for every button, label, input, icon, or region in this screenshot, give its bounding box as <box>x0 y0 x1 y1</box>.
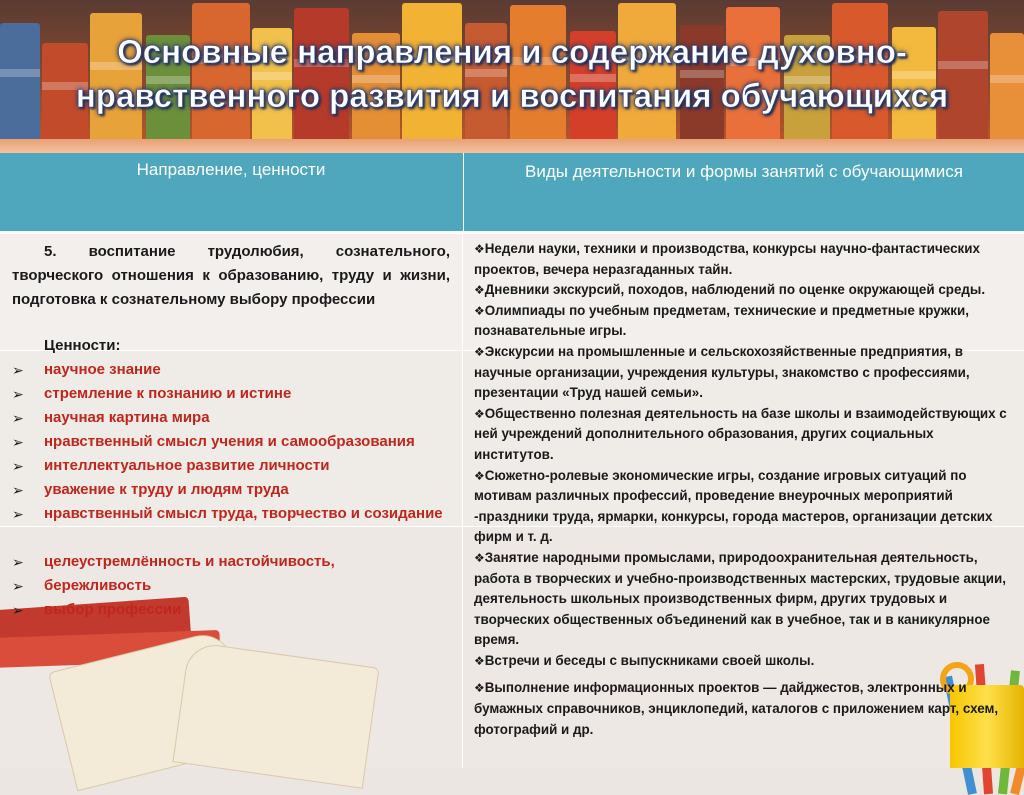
list-item: ❖Дневники экскурсий, походов, наблюдений по оценке окружающей среды. <box>474 282 986 298</box>
diamond-bullet-icon: ❖ <box>474 468 485 483</box>
diamond-bullet-icon: ❖ <box>474 283 485 298</box>
values-heading: Ценности: <box>44 337 121 354</box>
header-direction-values: Направление, ценности <box>136 160 326 179</box>
list-item: ❖Встречи и беседы с выпускниками своей школы. <box>474 652 815 668</box>
arrow-bullet-icon: ➢ <box>12 434 24 450</box>
list-item: ❖Олимпиады по учебным предметам, технические и предметные кружки, познавательные игры. <box>474 302 969 339</box>
slide-title: Основные направления и содержание духовно-нравственного развития и воспитания обучающихся <box>75 33 949 114</box>
arrow-bullet-icon: ➢ <box>12 554 24 570</box>
list-item: ❖Сюжетно-ролевые экономические игры, создание игровых ситуаций по мотивам различных профессий, проведение внеурочных мероприятий -праздники труда, ярмарки, конкурсы, города мастеров, организации детских фирм и т. д. <box>474 467 993 545</box>
list-item: ➢ бережливость <box>12 574 450 598</box>
right-column <box>474 239 1014 740</box>
list-item: ➢ нравственный смысл учения и самообразования <box>12 430 450 454</box>
diamond-bullet-icon: ❖ <box>474 344 485 359</box>
list-item: ➢ интеллектуальное развитие личности <box>12 454 450 478</box>
list-item: ❖Занятие народными промыслами, природоохранительная деятельность, работа в творческих и учебно-производственных мастерских, трудовые акции, деятельность школьных производственных фирм, других трудовых и творческих общественных объединений как в учебное, так и в каникулярное время. <box>474 549 1006 648</box>
list-item: ❖Выполнение информационных проектов — дайджестов, электронных и бумажных справочников, энциклопедий, каталогов с приложением карт, схем, фотографий и др. <box>474 680 999 737</box>
diamond-bullet-icon: ❖ <box>474 681 485 696</box>
arrow-bullet-icon: ➢ <box>12 458 24 474</box>
values-list <box>12 358 450 622</box>
left-column <box>12 240 450 622</box>
list-item: ➢ уважение к труду и людям труда <box>12 478 450 502</box>
diamond-bullet-icon: ❖ <box>474 406 485 421</box>
arrow-bullet-icon: ➢ <box>12 578 24 594</box>
diamond-bullet-icon: ❖ <box>474 303 485 318</box>
list-item: ❖Экскурсии на промышленные и сельскохозяйственные предприятия, в научные организации, учреждения культуры, знакомство с профессиями, презентации «Труд нашей семьи». <box>474 343 970 401</box>
list-item: ➢ выбор профессии <box>12 598 450 622</box>
diamond-bullet-icon: ❖ <box>474 242 485 256</box>
diamond-bullet-icon: ❖ <box>474 653 485 668</box>
list-item: ➢ нравственный смысл труда, творчество и созидание <box>12 502 450 526</box>
table-header <box>0 153 1024 234</box>
arrow-bullet-icon: ➢ <box>12 482 24 498</box>
header-activities-forms: Виды деятельности и формы занятий с обучающимися <box>463 153 1024 231</box>
list-item: ❖Общественно полезная деятельность на базе школы и взаимодействующих с ней учреждений дополнительного образования, других социальных институтов. <box>474 405 1007 462</box>
arrow-bullet-icon: ➢ <box>12 362 24 378</box>
arrow-bullet-icon: ➢ <box>12 506 24 522</box>
arrow-bullet-icon: ➢ <box>12 386 24 402</box>
list-item: ❖Недели науки, техники и производства, конкурсы научно-фантастических проектов, вечера неразгаданных тайн. <box>474 241 980 277</box>
list-item: ➢ научное знание <box>12 358 450 382</box>
list-item: ➢ целеустремлённость и настойчивость, <box>12 550 450 574</box>
arrow-bullet-icon: ➢ <box>12 410 24 426</box>
list-item: ➢ стремление к познанию и истине <box>12 382 450 406</box>
list-item: ➢ научная картина мира <box>12 406 450 430</box>
direction-text: 5. воспитание трудолюбия, сознательного, творческого отношения к образованию, труду и жизни, подготовка к сознательному выбору профессии <box>12 243 450 308</box>
arrow-bullet-icon: ➢ <box>12 602 24 618</box>
diamond-bullet-icon: ❖ <box>474 550 485 565</box>
